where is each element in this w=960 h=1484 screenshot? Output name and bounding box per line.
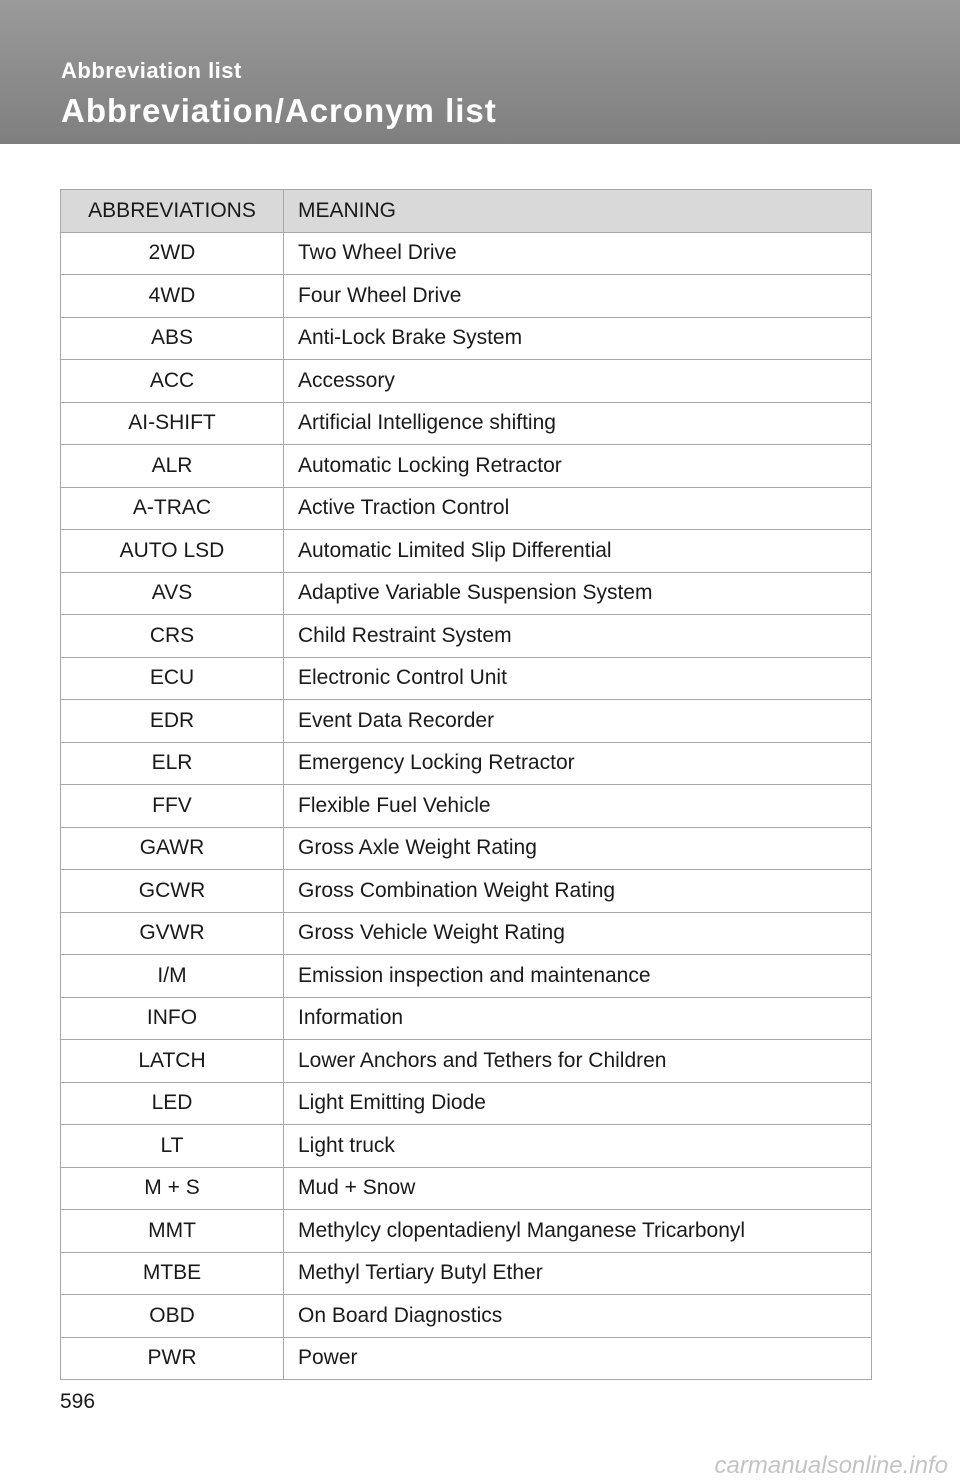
meaning-cell: Light truck [284, 1125, 872, 1168]
meaning-cell: Emergency Locking Retractor [284, 742, 872, 785]
abbreviation-cell: LT [61, 1125, 284, 1168]
table-row [61, 232, 872, 275]
abbreviation-cell: GCWR [61, 870, 284, 913]
table-row [61, 445, 872, 488]
meaning-cell: Flexible Fuel Vehicle [284, 785, 872, 828]
table-row [61, 742, 872, 785]
abbreviation-cell: A-TRAC [61, 487, 284, 530]
meaning-cell: Methyl Tertiary Butyl Ether [284, 1252, 872, 1295]
abbreviation-cell: ALR [61, 445, 284, 488]
table-row [61, 487, 872, 530]
meaning-cell: Light Emitting Diode [284, 1082, 872, 1125]
meaning-cell: Emission inspection and maintenance [284, 955, 872, 998]
abbreviation-cell: INFO [61, 997, 284, 1040]
meaning-cell: Electronic Control Unit [284, 657, 872, 700]
abbreviation-cell: GVWR [61, 912, 284, 955]
meaning-cell: Gross Combination Weight Rating [284, 870, 872, 913]
table-row [61, 275, 872, 318]
table-row [61, 870, 872, 913]
abbreviation-cell: M + S [61, 1167, 284, 1210]
abbreviation-cell: ECU [61, 657, 284, 700]
table-row [61, 1337, 872, 1380]
table-row [61, 1167, 872, 1210]
table-body [61, 232, 872, 1380]
page-title: Abbreviation/Acronym list [61, 92, 497, 129]
abbreviation-cell: CRS [61, 615, 284, 658]
abbreviation-cell: GAWR [61, 827, 284, 870]
abbreviation-cell: ELR [61, 742, 284, 785]
table-row [61, 530, 872, 573]
meaning-cell: Two Wheel Drive [284, 232, 872, 275]
table-row [61, 572, 872, 615]
meaning-cell: Gross Axle Weight Rating [284, 827, 872, 870]
table-row [61, 657, 872, 700]
abbreviation-cell: AI-SHIFT [61, 402, 284, 445]
table-row [61, 785, 872, 828]
table-row [61, 1082, 872, 1125]
abbreviation-cell: ACC [61, 360, 284, 403]
table-row [61, 615, 872, 658]
table-row [61, 700, 872, 743]
meaning-cell: Power [284, 1337, 872, 1380]
page-number: 596 [60, 1390, 96, 1413]
section-label: Abbreviation list [61, 58, 242, 83]
meaning-cell: Automatic Locking Retractor [284, 445, 872, 488]
meaning-cell: Accessory [284, 360, 872, 403]
abbreviation-cell: I/M [61, 955, 284, 998]
table-header-row [61, 190, 872, 233]
table-row [61, 317, 872, 360]
table-row [61, 1295, 872, 1338]
meaning-cell: Gross Vehicle Weight Rating [284, 912, 872, 955]
table-row [61, 1125, 872, 1168]
table-row [61, 955, 872, 998]
meaning-cell: Four Wheel Drive [284, 275, 872, 318]
table-row [61, 827, 872, 870]
meaning-cell: Anti-Lock Brake System [284, 317, 872, 360]
abbreviation-table [60, 189, 872, 1380]
meaning-cell: Child Restraint System [284, 615, 872, 658]
abbreviation-cell: ABS [61, 317, 284, 360]
abbreviation-cell: EDR [61, 700, 284, 743]
abbreviation-cell: PWR [61, 1337, 284, 1380]
meaning-cell: Automatic Limited Slip Differential [284, 530, 872, 573]
abbreviation-cell: FFV [61, 785, 284, 828]
meaning-cell: Mud + Snow [284, 1167, 872, 1210]
abbreviation-cell: LATCH [61, 1040, 284, 1083]
abbreviation-cell: LED [61, 1082, 284, 1125]
meaning-cell: Methylcy clopentadienyl Manganese Tricarbonyl [284, 1210, 872, 1253]
column-header-meaning: MEANING [284, 190, 872, 233]
table-row [61, 1210, 872, 1253]
meaning-cell: Lower Anchors and Tethers for Children [284, 1040, 872, 1083]
abbreviation-cell: MTBE [61, 1252, 284, 1295]
column-header-abbreviations: ABBREVIATIONS [61, 190, 284, 233]
header-band [0, 0, 960, 144]
abbreviation-cell: AUTO LSD [61, 530, 284, 573]
abbreviation-cell: 4WD [61, 275, 284, 318]
watermark: carmanualsonline.info [714, 1452, 948, 1479]
table-row [61, 402, 872, 445]
abbreviation-cell: 2WD [61, 232, 284, 275]
meaning-cell: Active Traction Control [284, 487, 872, 530]
meaning-cell: Adaptive Variable Suspension System [284, 572, 872, 615]
meaning-cell: Event Data Recorder [284, 700, 872, 743]
abbreviation-cell: AVS [61, 572, 284, 615]
abbreviation-cell: MMT [61, 1210, 284, 1253]
table-row [61, 997, 872, 1040]
table-row [61, 1040, 872, 1083]
meaning-cell: Information [284, 997, 872, 1040]
meaning-cell: Artificial Intelligence shifting [284, 402, 872, 445]
meaning-cell: On Board Diagnostics [284, 1295, 872, 1338]
table-row [61, 360, 872, 403]
table-row [61, 912, 872, 955]
table-row [61, 1252, 872, 1295]
abbreviation-cell: OBD [61, 1295, 284, 1338]
